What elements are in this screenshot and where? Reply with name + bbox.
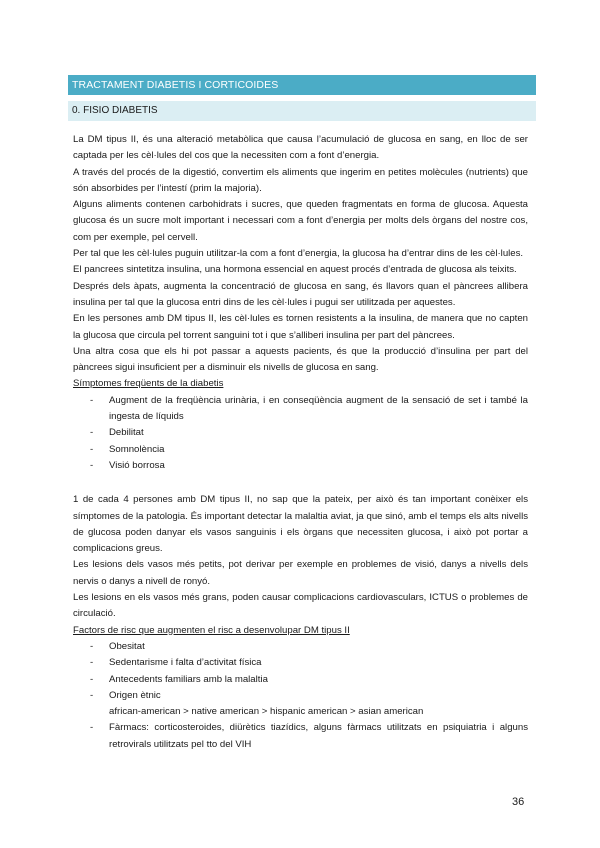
dash-bullet: - — [90, 722, 94, 734]
paragraph: 1 de cada 4 persones amb DM tipus II, no sap que la pateix, per això és tan important conèixer els símptomes de la patologia. És important detectar la malaltia aviat, ja que sinó, amb el temps els alts nivells de glucosa poden danyar els vasos sanguinis i els òrgans que necessiten glucosa, i això pot portar a complicacions greus. — [73, 494, 528, 555]
paragraph: La DM tipus II, és una alteració metabòlica que causa l’acumulació de glucosa en sang, en lloc de ser captada per les cèl·lules del cos que la necessiten com a font d’energia. — [73, 134, 528, 162]
paragraph: En les persones amb DM tipus II, les cèl·lules es tornen resistents a la insulina, de manera que no capten la glucosa que circula pel torrent sanguini tot i que s’alliberi insulina per part del pàncrees. — [73, 313, 528, 341]
list-item — [73, 458, 528, 474]
paragraph: Alguns aliments contenen carbohidrats i sucres, que queden fragmentats en forma de glucosa. Aquesta glucosa és un sucre molt important i necessari com a font d’energia per molts dels òrgans del nostre cos, com per exemple, pel cervell. — [73, 199, 528, 243]
dash-bullet: - — [90, 689, 94, 701]
page-number: 36 — [512, 796, 525, 808]
list-item — [73, 425, 528, 441]
paragraph: Les lesions en els vasos més grans, poden causar complicacions cardiovasculars, ICTUS o problemes de circulació. — [73, 592, 528, 620]
dash-bullet: - — [90, 640, 94, 652]
section-heading: 0. FISIO DIABETIS — [68, 101, 536, 121]
ethnic-origin-detail: african-american > native american > hispanic american > asian american — [109, 706, 424, 718]
list-item-text: Fàrmacs: corticosteroides, diürètics tiazídics, alguns fàrmacs utilitzats en psiquiatria i alguns retrovirals utilitzats pel tto del VIH — [109, 722, 528, 750]
list-item-text: Sedentarisme i falta d’activitat física — [109, 657, 262, 669]
dash-bullet: - — [90, 657, 94, 669]
list-item-text: Visió borrosa — [109, 459, 165, 471]
paragraph: Les lesions dels vasos més petits, pot derivar per exemple en problemes de visió, danys a nivells dels nervis o danys a nivell de ronyó. — [73, 559, 528, 587]
dash-bullet: - — [90, 394, 94, 406]
spacer — [73, 474, 528, 492]
list-item — [73, 393, 528, 426]
list-item-text: Origen ètnic — [109, 689, 161, 701]
document-title: TRACTAMENT DIABETIS I CORTICOIDES — [68, 75, 536, 95]
paragraph: A través del procés de la digestió, convertim els aliments que ingerim en petites molècules (nutrients) que són absorbides per l’intestí (prim la majoria). — [73, 166, 528, 194]
list-item-text: Obesitat — [109, 640, 145, 652]
list-item-text: Antecedents familiars amb la malaltia — [109, 673, 268, 685]
paragraph: Per tal que les cèl·lules puguin utilitzar-la com a font d’energia, la glucosa ha d’entrar dins de les cèl·lules. — [73, 248, 524, 260]
list-item — [73, 655, 528, 671]
list-item — [73, 720, 528, 753]
symptoms-list — [73, 393, 528, 474]
list-item — [73, 688, 528, 721]
list-item — [73, 639, 528, 655]
risk-factors-list — [73, 639, 528, 753]
dash-bullet: - — [90, 427, 94, 439]
risk-factors-heading: Factors de risc que augmenten el risc a desenvolupar DM tipus II — [73, 624, 350, 636]
symptoms-heading: Símptomes freqüents de la diabetis — [73, 378, 224, 390]
dash-bullet: - — [90, 459, 94, 471]
dash-bullet: - — [90, 673, 94, 685]
list-item — [73, 672, 528, 688]
document-body — [73, 132, 528, 753]
paragraph: Una altra cosa que els hi pot passar a aquests pacients, és que la producció d’insulina per part del pàncrees sigui insuficient per a disminuir els nivells de glucosa en sang. — [73, 345, 528, 374]
paragraph: Després dels àpats, augmenta la concentració de glucosa en sang, és llavors quan el pàncrees allibera insulina per tal que la glucosa entri dins de les cèl·lules i pugui ser utilitzada per aquestes. — [73, 280, 528, 308]
list-item-text: Debilitat — [109, 427, 144, 439]
paragraph: El pancrees sintetitza insulina, una hormona essencial en aquest procés d’entrada de glucosa als teixits. — [73, 264, 517, 276]
list-item — [73, 442, 528, 458]
list-item-text: Augment de la freqüència urinària, i en conseqüència augment de la sensació de set i també la ingesta de líquids — [109, 394, 528, 423]
list-item-text: Somnolència — [109, 443, 165, 455]
dash-bullet: - — [90, 443, 94, 455]
